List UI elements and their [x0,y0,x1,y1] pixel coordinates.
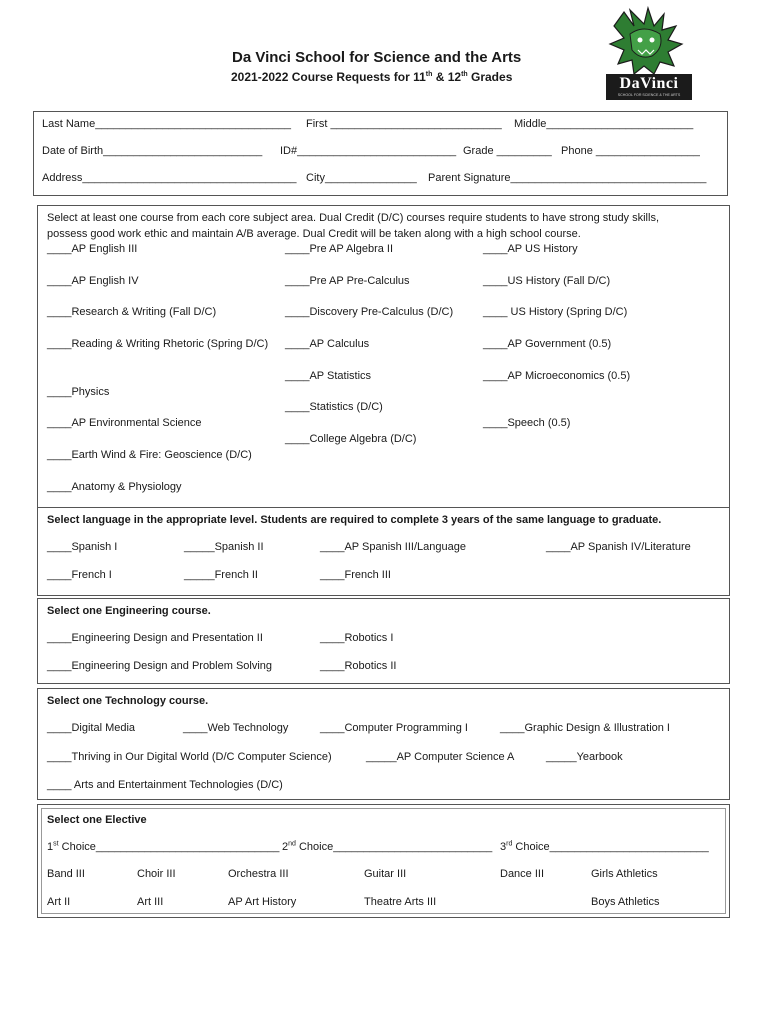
logo-tagline: SCHOOL FOR SCIENCE & THE ARTS [617,93,681,97]
course-graphic-design[interactable]: ____Graphic Design & Illustration I [500,722,670,734]
course-ap-government[interactable]: ____AP Government (0.5) [483,338,612,350]
course-french-iii[interactable]: ____French III [320,569,391,581]
elective-ap-art-history: AP Art History [228,896,297,908]
course-yearbook[interactable]: _____Yearbook [546,751,623,763]
choice-label: Choice______________________________ [58,841,280,853]
choice-label: Choice__________________________ [295,841,493,853]
course-anatomy-physiology[interactable]: ____Anatomy & Physiology [47,481,182,493]
core-instructions: possess good work ethic and maintain A/B average. Dual Credit will be taken along with a high school course. [47,228,581,240]
subtitle-part: 2021-2022 Course Requests for 11 [231,70,426,84]
core-instructions: Select at least one course from each core subject area. Dual Credit (D/C) courses require students to have strong study skills, [47,212,660,224]
elective-third-choice[interactable] [500,841,709,853]
choice-sup: rd [506,840,513,848]
elective-choir-iii: Choir III [137,868,176,880]
id-field[interactable]: ID#__________________________ [280,145,457,157]
phone-field[interactable]: Phone _________________ [561,145,700,157]
course-computer-programming-i[interactable]: ____Computer Programming I [320,722,468,734]
course-robotics-i[interactable]: ____Robotics I [320,632,394,644]
course-french-ii[interactable]: _____French II [184,569,258,581]
subtitle-part: & 12 [432,70,462,84]
elective-second-choice[interactable] [282,841,492,853]
course-robotics-ii[interactable]: ____Robotics II [320,660,397,672]
choice-sup: st [53,840,59,848]
course-pre-ap-algebra-ii[interactable]: ____Pre AP Algebra II [285,243,394,255]
choice-number: 2 [282,841,289,853]
choice-number: 3 [500,841,507,853]
elective-dance-iii: Dance III [500,868,545,880]
course-engineering-design-problem-solving[interactable]: ____Engineering Design and Problem Solving [47,660,273,672]
course-physics[interactable]: ____Physics [47,386,110,398]
course-web-technology[interactable]: ____Web Technology [183,722,289,734]
course-ap-statistics[interactable]: ____AP Statistics [285,370,372,382]
subtitle-sup: th [461,71,468,78]
course-ap-spanish-iv[interactable]: ____AP Spanish IV/Literature [546,541,691,553]
course-ap-us-history[interactable]: ____AP US History [483,243,578,255]
subtitle-sup: th [425,71,433,78]
elective-orchestra-iii: Orchestra III [228,868,289,880]
course-ap-computer-science-a[interactable]: _____AP Computer Science A [366,751,515,763]
elective-heading: Select one Elective [47,814,147,826]
choice-label: Choice__________________________ [512,841,709,853]
course-ap-microeconomics[interactable]: ____AP Microeconomics (0.5) [483,370,631,382]
school-name: Da Vinci School for Science and the Arts [232,49,522,66]
course-thriving-digital-world[interactable]: ____Thriving in Our Digital World (D/C Computer Science) [47,751,332,763]
course-college-algebra[interactable]: ____College Algebra (D/C) [285,433,417,445]
course-ap-spanish-iii[interactable]: ____AP Spanish III/Language [320,541,466,553]
form-subtitle [231,70,512,84]
course-discovery-pre-calculus[interactable]: ____Discovery Pre-Calculus (D/C) [285,306,454,318]
parent-signature-field[interactable]: Parent Signature________________________________ [428,172,707,184]
davinci-logo [604,4,694,102]
course-french-i[interactable]: ____French I [47,569,112,581]
city-field[interactable]: City_______________ [306,172,417,184]
elective-art-ii: Art II [47,896,71,908]
elective-guitar-iii: Guitar III [364,868,407,880]
elective-art-iii: Art III [137,896,164,908]
course-ap-calculus[interactable]: ____AP Calculus [285,338,370,350]
course-ap-environmental-science[interactable]: ____AP Environmental Science [47,417,202,429]
last-name-field[interactable]: Last Name________________________________ [42,118,291,130]
course-spanish-ii[interactable]: _____Spanish II [184,541,264,553]
address-field[interactable]: Address___________________________________ [42,172,297,184]
course-geoscience[interactable]: ____Earth Wind & Fire: Geoscience (D/C) [47,449,252,461]
choice-sup: nd [288,840,296,848]
course-statistics-dc[interactable]: ____Statistics (D/C) [285,401,383,413]
logo-text: DaVinci [619,75,679,92]
course-ap-english-iii[interactable]: ____AP English III [47,243,138,255]
choice-number: 1 [47,841,54,853]
elective-girls-athletics: Girls Athletics [591,868,658,880]
elective-band-iii: Band III [47,868,85,880]
middle-name-field[interactable]: Middle________________________ [514,118,694,130]
technology-heading: Select one Technology course. [47,695,209,707]
course-spanish-i[interactable]: ____Spanish I [47,541,118,553]
elective-first-choice[interactable] [47,841,279,853]
course-digital-media[interactable]: ____Digital Media [47,722,136,734]
course-engineering-design-presentation[interactable]: ____Engineering Design and Presentation II [47,632,263,644]
course-ap-english-iv[interactable]: ____AP English IV [47,275,139,287]
course-reading-writing-rhetoric[interactable]: ____Reading & Writing Rhetoric (Spring D/C) [47,338,269,350]
engineering-heading: Select one Engineering course. [47,605,211,617]
course-arts-entertainment-tech[interactable]: ____ Arts and Entertainment Technologies (D/C) [47,779,283,791]
language-heading: Select language in the appropriate level. Students are required to complete 3 years of the same language to graduate. [47,514,662,526]
course-speech[interactable]: ____Speech (0.5) [483,417,571,429]
first-name-field[interactable]: First ____________________________ [306,118,502,130]
elective-theatre-arts-iii: Theatre Arts III [364,896,437,908]
course-us-history-spring[interactable]: ____ US History (Spring D/C) [483,306,628,318]
elective-boys-athletics: Boys Athletics [591,896,660,908]
grade-field[interactable]: Grade _________ [463,145,552,157]
dob-field[interactable]: Date of Birth__________________________ [42,145,263,157]
course-us-history-fall[interactable]: ____US History (Fall D/C) [483,275,611,287]
course-pre-ap-pre-calculus[interactable]: ____Pre AP Pre-Calculus [285,275,410,287]
course-research-writing[interactable]: ____Research & Writing (Fall D/C) [47,306,217,318]
subtitle-part: Grades [467,70,513,84]
